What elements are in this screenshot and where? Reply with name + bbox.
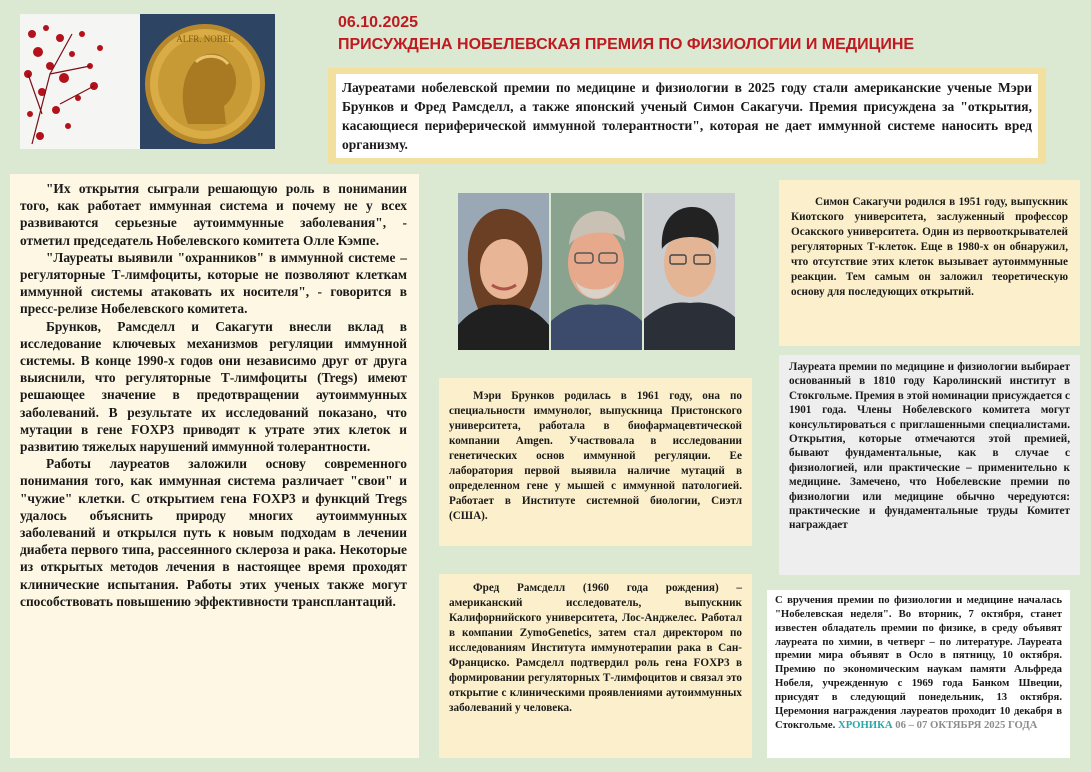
nobel-week-note — [767, 590, 1070, 758]
portrait-ramsdell — [551, 193, 642, 350]
lead-paragraph: Лауреатами нобелевской премии по медицине и физиологии в 2025 году стали американские ученые Мэри Брунков и Фред Рамсделл, а также японский ученый Симон Сакагучи. Премия присуждена за "открытия, касающиеся периферической иммунной толерантности", которая не дает иммунной системе наносить вред организму. — [336, 74, 1038, 158]
nobel-medal-illustration — [20, 14, 275, 149]
medal-inscription: ALFR. NOBEL — [176, 34, 234, 44]
lead-frame — [328, 68, 1046, 164]
main-paragraph: Работы лауреатов заложили основу современного понимания того, как иммунная система различает "свои" и "чужие" клетки. С открытием гена FOXP3 и функций Tregs удалось объяснить природу многих аутоиммунных заболеваний и открылся путь к новым подходам в лечении диабета первого типа, рассеянного склероза и рака. Некоторые из открытых методов лечения в настоящее время проходят клинические испытания. Работы этих ученых также могут способствовать повышению эффективности трансплантаций. — [20, 456, 407, 609]
bio-brunkow-text: Мэри Брунков родилась в 1961 году, она по специальности иммунолог, выпускница Пристонского университета, работала в биофармацевтической компании Amgen. Участвовала в исследовании генетических основ иммунной регуляции. Ее лаборатория первой выявила наличие мутаций в определенном гене у мышей с иммунной патологией. Работает в Институте системной биологии, Сиэтл (США). — [449, 390, 742, 522]
main-paragraph: Брунков, Рамсделл и Сакагути внесли вклад в исследование ключевых механизмов регуляции иммунной системы. В конце 1990-х годов они независимо друг от друга выяснили, что регуляторные Т-лимфоциты (Tregs) имеют решающее значение в предотвращении аутоиммунных заболеваний. В результате их исследований показано, что мутации в гене FOXP3 приводят к утрате этих клеток и развитию тяжелых нарушений иммунной толерантности. — [20, 318, 407, 455]
bio-ramsdell-text: Фред Рамсделл (1960 года рождения) – американский исследователь, выпускник Калифорнийского университета, Лос-Анджелес. Работал в компании ZymoGenetics, затем стал директором по исследованиям Института иммунотерапии рака в Сан-Франциско. Рамсделл подтвердил роль гена FOXP3 в формировании регуляторных Т-лимфоцитов и связал это открытие с клиническими проявлениями аутоиммунных заболеваний у человека. — [449, 582, 742, 714]
bio-sakaguchi — [779, 180, 1080, 346]
source-label: ХРОНИКА — [838, 718, 893, 731]
main-paragraph: "Лауреаты выявили "охранников" в иммунной системе – регуляторные Т-лимфоциты, которые не позволяют клеткам иммунной системы атаковать их носителя", - говорится в пресс-релизе Нобелевского комитета. — [20, 249, 407, 317]
bio-ramsdell — [439, 574, 752, 758]
portrait-ramsdell-illustration — [551, 193, 642, 350]
laureates-photo — [458, 193, 737, 350]
bio-sakaguchi-text: Симон Сакагучи родился в 1951 году, выпускник Киотского университета, заслуженный профессор Осакского университета. Один из первооткрывателей регуляторных Т-клеток. Еще в 1980-х он обнаружил, что отсутствие этих клеток вызывает аутоиммунные реакции. Тем самым он заложил теоретическую основу для последующих открытий. — [791, 196, 1068, 298]
karolinska-note — [779, 355, 1080, 575]
karolinska-text: Лауреата премии по медицине и физиологии выбирает основанный в 1810 году Каролинский институт в Стокгольме. Премия в этой номинации присуждается с 1901 года. Члены Нобелевского комитета могут консультироваться с приглашенными специалистами. Открытия, которые отмечаются этой премией, бывают фундаментальные, как в случае с физиологией, или практические – применительно к медицине. Замечено, что Нобелевские премии по физиологии или медицине обычно чередуются: практические и фундаментальные труды Комитет награждает — [789, 361, 1070, 532]
source-dates: 06 – 07 ОКТЯБРЯ 2025 ГОДА — [895, 718, 1038, 731]
main-paragraph: "Их открытия сыграли решающую роль в понимании того, как работает иммунная система и почему не у всех развиваются серьезные аутоиммунные заболевания", - отметил председатель Нобелевского комитета Олле Кэмпе. — [20, 181, 407, 248]
page-title: ПРИСУЖДЕНА НОБЕЛЕВСКАЯ ПРЕМИЯ ПО ФИЗИОЛОГИИ И МЕДИЦИНЕ — [338, 36, 915, 53]
nobel-week-paragraph — [775, 594, 1062, 732]
nobel-week-text: С вручения премии по физиологии и медицине началась "Нобелевская неделя". Во вторник, 7 октября, станет известен обладатель премии по физике, в среду объявят лауреата по химии, в четверг – по литературе. Лауреата премии мира объявят в Осло в пятницу, 10 октября. Премию по экономическим наукам памяти Альфреда Нобеля, учрежденную с 1969 года Банком Швеции, присудят в следующий понедельник, 13 октября. Церемония награждения лауреатов проходит 10 декабря в Стокгольме. — [775, 594, 1062, 731]
bio-brunkow — [439, 378, 752, 546]
portrait-brunkow-illustration — [458, 193, 549, 350]
main-article — [10, 174, 419, 758]
portrait-brunkow — [458, 193, 549, 350]
nobel-medal-photo — [20, 14, 275, 149]
portrait-sakaguchi — [644, 193, 735, 350]
portrait-sakaguchi-illustration — [644, 193, 735, 350]
article-date: 06.10.2025 — [338, 14, 419, 31]
